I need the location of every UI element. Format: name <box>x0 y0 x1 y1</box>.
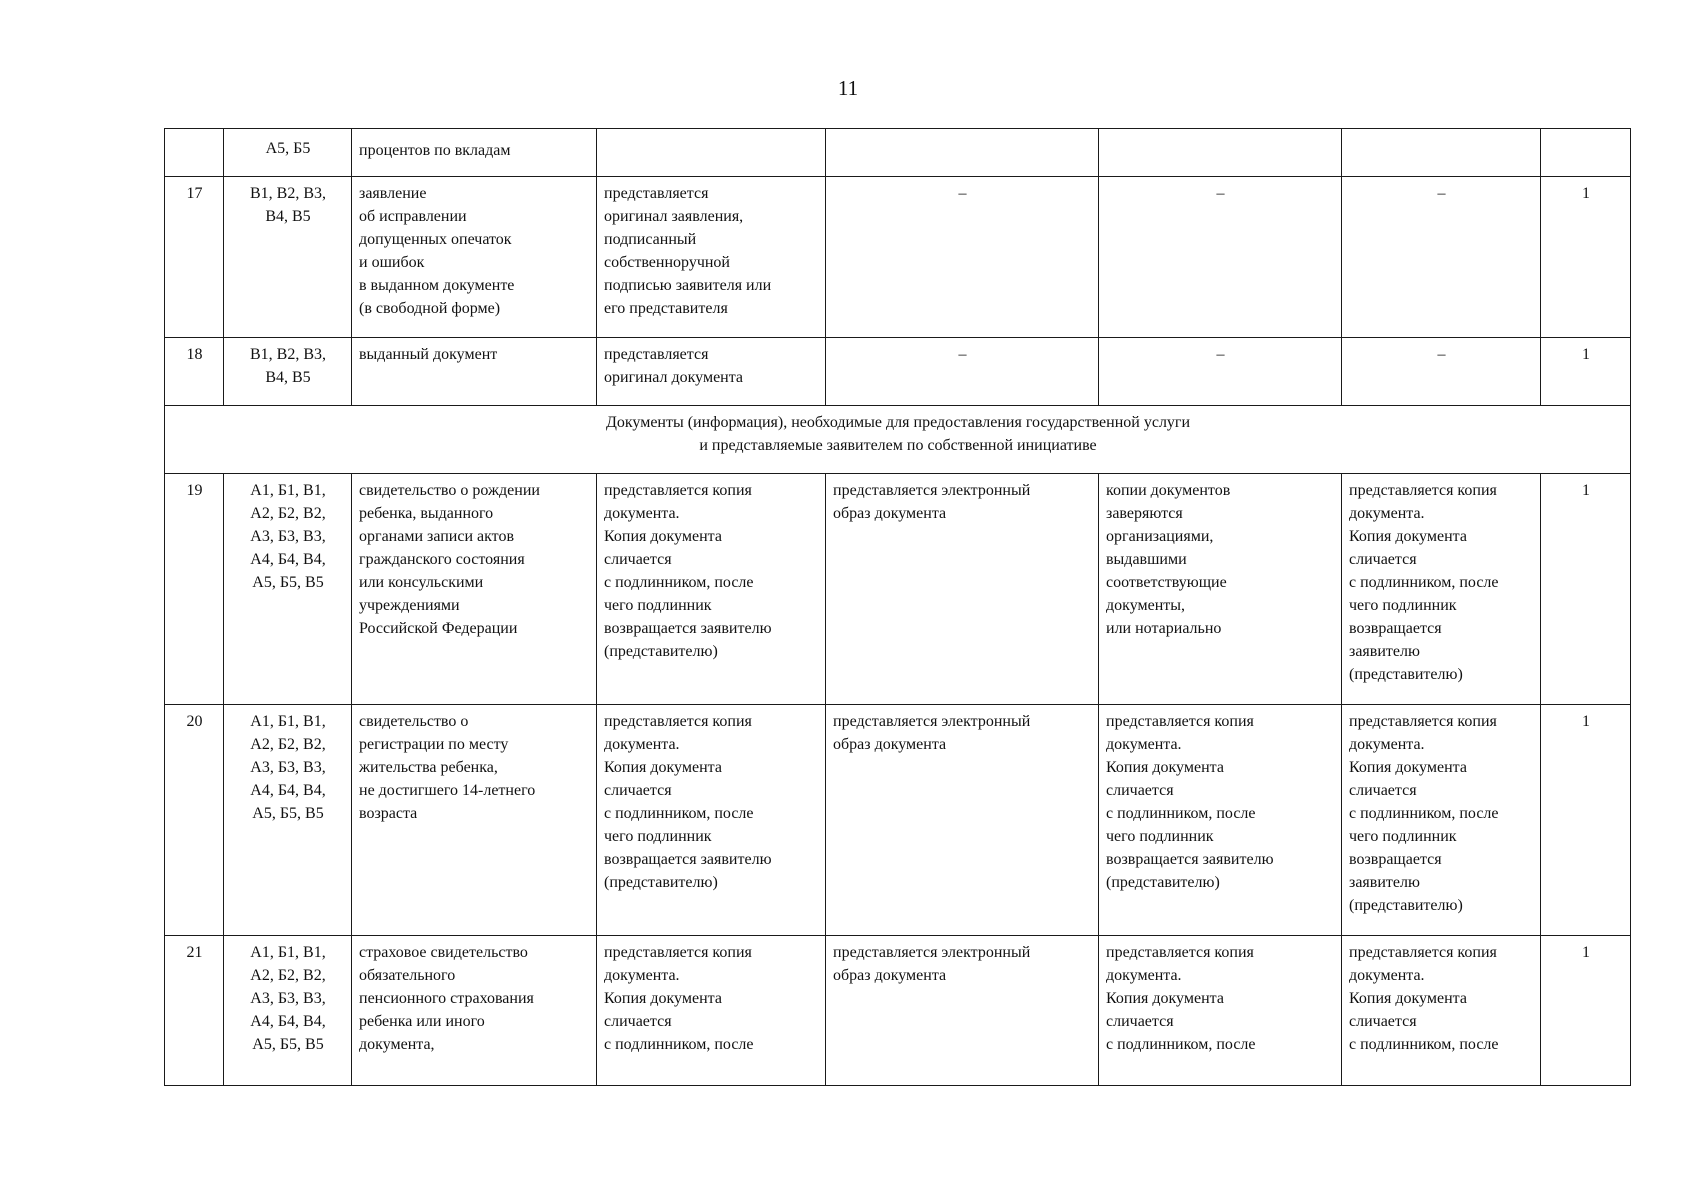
count-cell: 1 <box>1541 338 1631 406</box>
count-cell <box>1541 129 1631 177</box>
table-row-21 <box>165 936 1631 1086</box>
count-cell: 1 <box>1541 177 1631 338</box>
applicant-groups-cell: А1, Б1, В1, А2, Б2, В2, А3, Б3, В3, А4, Б4, В4, А5, Б5, В5 <box>224 474 352 705</box>
document-name-cell: страховое свидетельство обязательного пенсионного страхования ребенка или иного документа, <box>352 936 597 1086</box>
applicant-groups-cell: В1, В2, В3, В4, В5 <box>224 177 352 338</box>
certification-cell: представляется копия документа. Копия документа сличается с подлинником, после <box>1099 936 1342 1086</box>
certification-cell <box>1099 129 1342 177</box>
count-cell: 1 <box>1541 936 1631 1086</box>
mail-cell: – <box>1342 177 1541 338</box>
applicant-groups-cell: В1, В2, В3, В4, В5 <box>224 338 352 406</box>
count-cell: 1 <box>1541 705 1631 936</box>
document-name-cell: свидетельство о регистрации по месту жительства ребенка, не достигшего 14-летнего возраста <box>352 705 597 936</box>
table-row-17 <box>165 177 1631 338</box>
row-number-cell: 19 <box>165 474 224 705</box>
mail-cell: представляется копия документа. Копия документа сличается с подлинником, после чего подлинник возвращается заявителю (представителю) <box>1342 474 1541 705</box>
table-row-continuation <box>165 129 1631 177</box>
electronic-cell: – <box>826 177 1099 338</box>
document-name-cell: свидетельство о рождении ребенка, выданного органами записи актов гражданского состояния или консульскими учреждениями Российской Федерации <box>352 474 597 705</box>
applicant-groups-cell: А1, Б1, В1, А2, Б2, В2, А3, Б3, В3, А4, Б4, В4, А5, Б5, В5 <box>224 705 352 936</box>
section-header-row <box>165 406 1631 474</box>
document-name-cell: заявление об исправлении допущенных опечаток и ошибок в выданном документе (в свободной форме) <box>352 177 597 338</box>
requirement-cell <box>597 129 826 177</box>
mail-cell: представляется копия документа. Копия документа сличается с подлинником, после <box>1342 936 1541 1086</box>
row-number-cell: 21 <box>165 936 224 1086</box>
page-number: 11 <box>837 76 859 100</box>
requirement-cell: представляется оригинал документа <box>597 338 826 406</box>
table-row-18 <box>165 338 1631 406</box>
applicant-groups-cell: А1, Б1, В1, А2, Б2, В2, А3, Б3, В3, А4, Б4, В4, А5, Б5, В5 <box>224 936 352 1086</box>
electronic-cell: представляется электронный образ документа <box>826 474 1099 705</box>
mail-cell: – <box>1342 338 1541 406</box>
mail-cell: представляется копия документа. Копия документа сличается с подлинником, после чего подлинник возвращается заявителю (представителю) <box>1342 705 1541 936</box>
row-number-cell: 18 <box>165 338 224 406</box>
certification-cell: – <box>1099 338 1342 406</box>
requirement-cell: представляется копия документа. Копия документа сличается с подлинником, после <box>597 936 826 1086</box>
mail-cell <box>1342 129 1541 177</box>
certification-cell: копии документов заверяются организациями, выдавшими соответствующие документы, или нотариально <box>1099 474 1342 705</box>
document-name-cell: процентов по вкладам <box>352 129 597 177</box>
table-row-19 <box>165 474 1631 705</box>
certification-cell: представляется копия документа. Копия документа сличается с подлинником, после чего подлинник возвращается заявителю (представителю) <box>1099 705 1342 936</box>
row-number-cell: 20 <box>165 705 224 936</box>
requirement-cell: представляется копия документа. Копия документа сличается с подлинником, после чего подлинник возвращается заявителю (представителю) <box>597 474 826 705</box>
electronic-cell: представляется электронный образ документа <box>826 705 1099 936</box>
electronic-cell <box>826 129 1099 177</box>
certification-cell: – <box>1099 177 1342 338</box>
applicant-groups-cell: А5, Б5 <box>224 129 352 177</box>
electronic-cell: – <box>826 338 1099 406</box>
row-number-cell <box>165 129 224 177</box>
section-title: Документы (информация), необходимые для предоставления государственной услуги и представляемые заявителем по собственной инициативе <box>165 406 1631 474</box>
document-name-cell: выданный документ <box>352 338 597 406</box>
row-number-cell: 17 <box>165 177 224 338</box>
electronic-cell: представляется электронный образ документа <box>826 936 1099 1086</box>
count-cell: 1 <box>1541 474 1631 705</box>
requirement-cell: представляется копия документа. Копия документа сличается с подлинником, после чего подлинник возвращается заявителю (представителю) <box>597 705 826 936</box>
table-row-20 <box>165 705 1631 936</box>
requirement-cell: представляется оригинал заявления, подписанный собственноручной подписью заявителя или его представителя <box>597 177 826 338</box>
documents-table <box>164 128 1631 1086</box>
